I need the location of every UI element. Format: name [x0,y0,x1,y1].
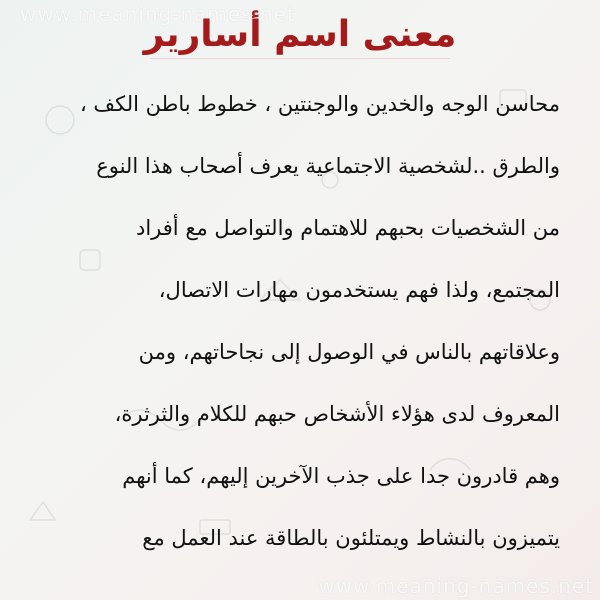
text-line: والطرق ..لشخصية الاجتماعية يعرف أصحاب هذا النوع [96,154,560,178]
page-title: معنى اسم أسارير [143,14,457,55]
watermark-top: www.meaning-names.net [20,2,296,26]
watermark-bottom: www.meaning-names.net [318,574,594,598]
text-line: وعلاقاتهم بالناس في الوصول إلى نجاحاتهم، ومن [138,340,560,364]
text-line: وهم قادرون جدا على جذب الآخرين إليهم، كما أنهم [122,464,560,488]
text-line: من الشخصيات بحبهم للاهتمام والتواصل مع أفراد [136,216,560,240]
text-line: المجتمع، ولذا فهم يستخدمون مهارات الاتصال، [158,278,560,302]
title-divider [150,58,450,59]
text-line: يتميزون بالنشاط ويمتلئون بالطاقة عند العمل مع [142,526,560,550]
meaning-text [40,86,560,582]
text-line: المعروف لدى هؤلاء الأشخاص حبهم للكلام والثرثرة، [114,402,560,426]
text-line: محاسن الوجه والخدين والوجنتين ، خطوط باطن الكف ، [79,92,560,116]
